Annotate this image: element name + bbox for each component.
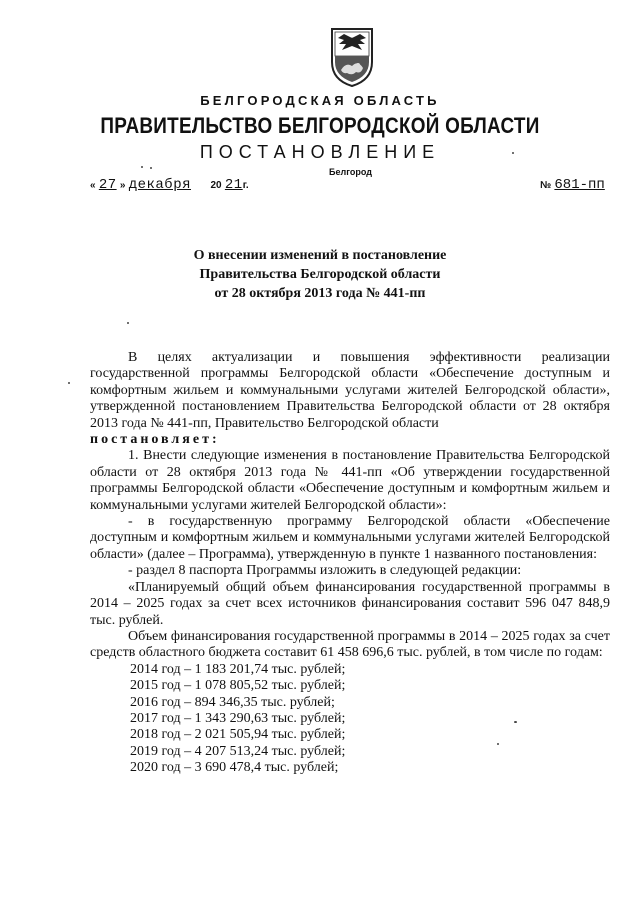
- region-heading: БЕЛГОРОДСКАЯ ОБЛАСТЬ: [200, 93, 440, 108]
- decree-word: постановляет:: [90, 432, 220, 448]
- government-heading: ПРАВИТЕЛЬСТВО БЕЛГОРОДСКОЙ ОБЛАСТИ: [100, 113, 540, 138]
- year-funding-item: 2016 год – 894 346,35 тыс. рублей;: [130, 694, 335, 710]
- year-funding-item: 2017 год – 1 343 290,63 тыс. рублей;: [130, 710, 346, 726]
- year-funding-item: 2015 год – 1 078 805,52 тыс. рублей;: [130, 678, 346, 694]
- body-paragraph: - раздел 8 паспорта Программы изложить в следующей редакции:: [128, 563, 522, 579]
- coat-of-arms-emblem: [328, 26, 376, 88]
- document-number: № 681-пп: [540, 177, 605, 193]
- city-label: Белгород: [329, 167, 372, 177]
- document-body: [90, 350, 610, 777]
- date-month: декабря: [128, 177, 191, 193]
- body-paragraph: В целях актуализации и повышения эффективности реализации государственной программы Белгородской области «Обеспечение доступным и комфортным жильем и коммунальными услугами жителей Белгородской области», утвержденной постановлением Правительства Белгородской области от 28 октября 2013 года № 441-пп, Правительство Белгородской области: [90, 350, 610, 431]
- year-funding-item: 2018 год – 2 021 505,94 тыс. рублей;: [130, 727, 346, 743]
- body-paragraph: «Планируемый общий объем финансирования государственной программы в 2014 – 2025 годах за счет всех источников финансирования составит 596 047 848,9 тыс. рублей.: [90, 579, 610, 628]
- body-paragraph: - в государственную программу Белгородской области «Обеспечение доступным и комфортным жильем и коммунальными услугами жителей Белгородской области» (далее – Программа), утвержденную в пункте 1 названного постановления:: [90, 514, 610, 562]
- body-paragraph: Объем финансирования государственной программы в 2014 – 2025 годах за счет средств областного бюджета составит 61 458 696,6 тыс. рублей, в том числе по годам:: [90, 628, 610, 661]
- date-year: 21: [224, 177, 243, 193]
- date-day: 27: [98, 177, 117, 193]
- document-number-value: 681-пп: [554, 177, 605, 193]
- body-paragraph: 1. Внести следующие изменения в постановление Правительства Белгородской области от 28 октября 2013 года № 441-пп «Об утверждении государственной программы Белгородской области «Обеспечение доступным и комфортным жильем и коммунальными услугами жителей Белгородской области»:: [90, 448, 610, 513]
- document-date: « 27 » декабря 20 21г.: [90, 177, 249, 193]
- document-type-heading: ПОСТАНОВЛЕНИЕ: [199, 142, 441, 162]
- year-funding-item: 2020 год – 3 690 478,4 тыс. рублей;: [130, 760, 339, 776]
- document-subject: О внесении изменений в постановление Правительства Белгородской области от 28 октября 2013 года № 441-пп: [193, 248, 447, 301]
- year-funding-item: 2019 год – 4 207 513,24 тыс. рублей;: [130, 743, 346, 759]
- year-funding-item: 2014 год – 1 183 201,74 тыс. рублей;: [130, 661, 346, 677]
